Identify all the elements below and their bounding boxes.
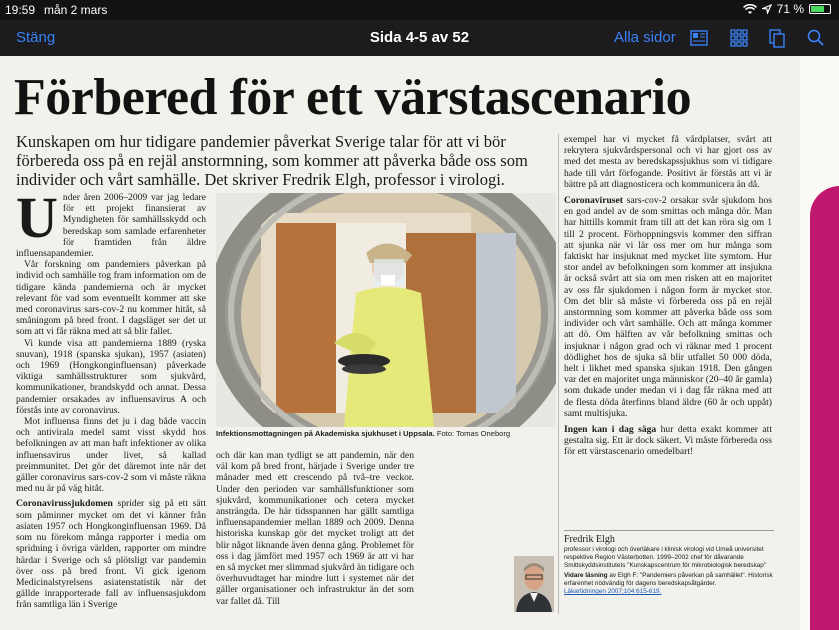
- next-page-image: [810, 186, 839, 630]
- reference-link[interactable]: Läkartidningen 2007;104:615-619.: [564, 588, 662, 596]
- reader-toolbar: [0, 20, 839, 56]
- paragraph: [564, 424, 772, 458]
- photo-caption: [216, 429, 566, 438]
- battery-percent: 71 %: [776, 2, 804, 16]
- copy-icon[interactable]: [767, 28, 787, 48]
- author-name: Fredrik Elgh: [564, 530, 774, 545]
- search-icon[interactable]: [806, 28, 826, 48]
- wifi-icon: [743, 4, 757, 15]
- date: mån 2 mars: [44, 3, 108, 17]
- article-column-2: [216, 450, 414, 620]
- status-bar: [0, 0, 839, 20]
- all-pages-button[interactable]: Alla sidor: [614, 29, 676, 46]
- paragraph: och där kan man tydligt se att pandemin, när den väl kom på bred front, härjade i Sverige under tre månader med ett crescendo på två–tre veckor. Under den perioden var samhällsfunktioner som sjukvård, kommunikationer och cetera mycket ansträngda. De här tidsspannen har gällt samtliga influensapandemier mellan 1889 och 2009. Denna historiska kunskap gör det mycket troligt att det blir något liknande även denna gång. Problemet för oss i dag jämfört med 1957 och 1969 är att vi har en så mycket mer slimmad sjukvård än tidigare och överhuvudtaget har mindre lutt i systemet när det gäller organisationer och infrastruktur än det som var fallet då. Till: [216, 450, 414, 607]
- caption-text: Infektionsmottagningen på Akademiska sjukhuset i Uppsala.: [216, 429, 435, 438]
- hospital-photo: [216, 193, 556, 427]
- paragraph: Vi kunde visa att pandemierna 1889 (ryska snuvan), 1918 (spanska sjukan), 1957 (asiaten) och 1969 (Hongkonginfluensan) påverkade viktiga samhällsstrukturer som sjukvård, kommunikationer, brandskydd och annat. Dessa pandemier orsakades av influensavirus A och förstås inte av coronavirus.: [16, 337, 206, 416]
- paragraph: [16, 498, 206, 610]
- next-page-peek[interactable]: [800, 56, 839, 630]
- newspaper-page[interactable]: [0, 56, 800, 630]
- article-headline: Förbered för ett värstascenario: [14, 69, 692, 126]
- paragraph-text: hur detta exakt kommer att gestalta sig. Ett är dock säkert. Vi måste förbereda oss för ett värstascenario omedelbart!: [564, 424, 772, 458]
- page-layout-icon[interactable]: [689, 28, 709, 48]
- paragraph: nder åren 2006–2009 var jag ledare för ett projekt finansierat av Myndigheten för samhällsskydd och beredskap som samlade erfarenheter för framtiden från äldre influensapandemier.: [16, 192, 206, 260]
- article-column-1: [16, 192, 206, 620]
- author-bio: professor i virologi och överläkare i klinisk virologi vid Umeå universitet respektive Region Västerbotten. 1999–2002 chef för dåvarande Smittskyddsinstitutets "Kunskapscentrum för mikrobiologisk beredskap": [564, 546, 767, 570]
- article-lead: Kunskapen om hur tidigare pandemier påverkat Sverige talar för att vi bör förbereda oss på en rejäl anstormning, som kommer att påverka både oss som individer och vårt samhälle. Det skriver Fredrik Elgh, professor i virologi.: [16, 132, 528, 189]
- further-reading-label: Vidare läsning: [564, 571, 608, 579]
- subhead: Ingen kan i dag säga: [564, 424, 657, 436]
- column-divider: [558, 134, 559, 614]
- status-right: [743, 2, 831, 16]
- author-byline: [564, 530, 774, 596]
- battery-icon: [809, 4, 831, 14]
- paragraph: [564, 195, 772, 419]
- clock: 19:59: [5, 3, 36, 17]
- further-reading: [564, 572, 774, 588]
- paragraph: exempel har vi mycket få vårdplatser, svårt att rekrytera sjukvårdspersonal och vi har gjort oss av med det mesta av beredskapssjukhus som vi tidigare hade till vårt förfogande. Positivt är förstås att vi är bättre på att diagnosticera och kommunicera än då.: [564, 134, 772, 190]
- subhead: Coronavirussjukdomen: [16, 498, 113, 510]
- drop-cap: U: [16, 192, 58, 250]
- paragraph: Vår forskning om pandemiers påverkan på individ och samhälle tog fram information om de tidigare kända pandemierna och är mycket relevant för vad som eventuellt kommer att ske med coronavirus sars-cov-2 nu kommer hitåt, så småningom på bred front. I dagsläget ser det ut som att vi får räkna med att så blir fallet.: [16, 259, 206, 338]
- photo-credit: Foto: Tomas Oneborg: [434, 429, 511, 438]
- author-portrait: [514, 556, 554, 612]
- page-title: Sida 4-5 av 52: [369, 29, 470, 46]
- paragraph-text: sprider sig på ett sätt som påminner mycket om det vi känner från asiaten 1957 och Hongkonginfluensan 1969. Då som nu förekom många rapporter i media om spridning i övriga världen, rapporter om mindre härdar i Sverige och så plötsligt var pandemin över oss på bred front. Vi gick igenom Medicinalstyrelsens asiatenstatistik när det gällde inrapporterade fall av influensasjukdom från samtliga län i Sverige: [16, 498, 206, 611]
- paragraph: Mot influensa finns det ju i dag både vaccin och antivirala medel samt visst skydd hos befolkningen av att man haft infektioner av olika influensavirus under livet, så kallad preimmunitet. Det gör det däremot inte när det gäller coronavirus sars-cov-2 som vi måste räkna med nu är på väg hitåt.: [16, 416, 206, 495]
- grid-icon[interactable]: [729, 28, 749, 48]
- subhead: Coronaviruset: [564, 195, 623, 207]
- paragraph-text: sars-cov-2 orsakar svår sjukdom hos en god andel av de som smittas och många dör. Man har hittills kommit fram till att det kan röra sig om 1 till 2 procent. Förhoppningsvis kommer den siffran att sjunka när vi lär oss mer om hur många som faktiskt har insjuknat med mycket lite symtom. Hur stor andel av befolkningen som kommer att insjukna är också svårt att sia om men risken att en majoritet av oss får sjukdomen i någon form är mycket stor. Om det blir så måste vi förbereda oss på en rejäl anstormning som kommer att påverka både oss som individer och vårt samhälle. Och att många kommer att dö. Om hälften av vår befolkning smittas och insjuknar i någon grad och vi räknar med 1 procent dödlighet hos de sjuka så blir utfallet 50 000 döda, helt i likhet med spanska sjukan 1918. Den gången var det en majoritet unga människor (20–40 år gamla) som dukade under medan vi i dag får räkna med att de flesta döda återfinns bland äldre (60 år och uppåt) samt multisjuka.: [564, 195, 772, 419]
- further-reading-text: av Elgh F: "Pandemiers påverkan på samhället". Historisk erfarenhet nödvändig för dagens beredskapsåtgärder.: [564, 571, 773, 587]
- location-icon: [762, 4, 772, 14]
- close-button[interactable]: Stäng: [16, 29, 56, 46]
